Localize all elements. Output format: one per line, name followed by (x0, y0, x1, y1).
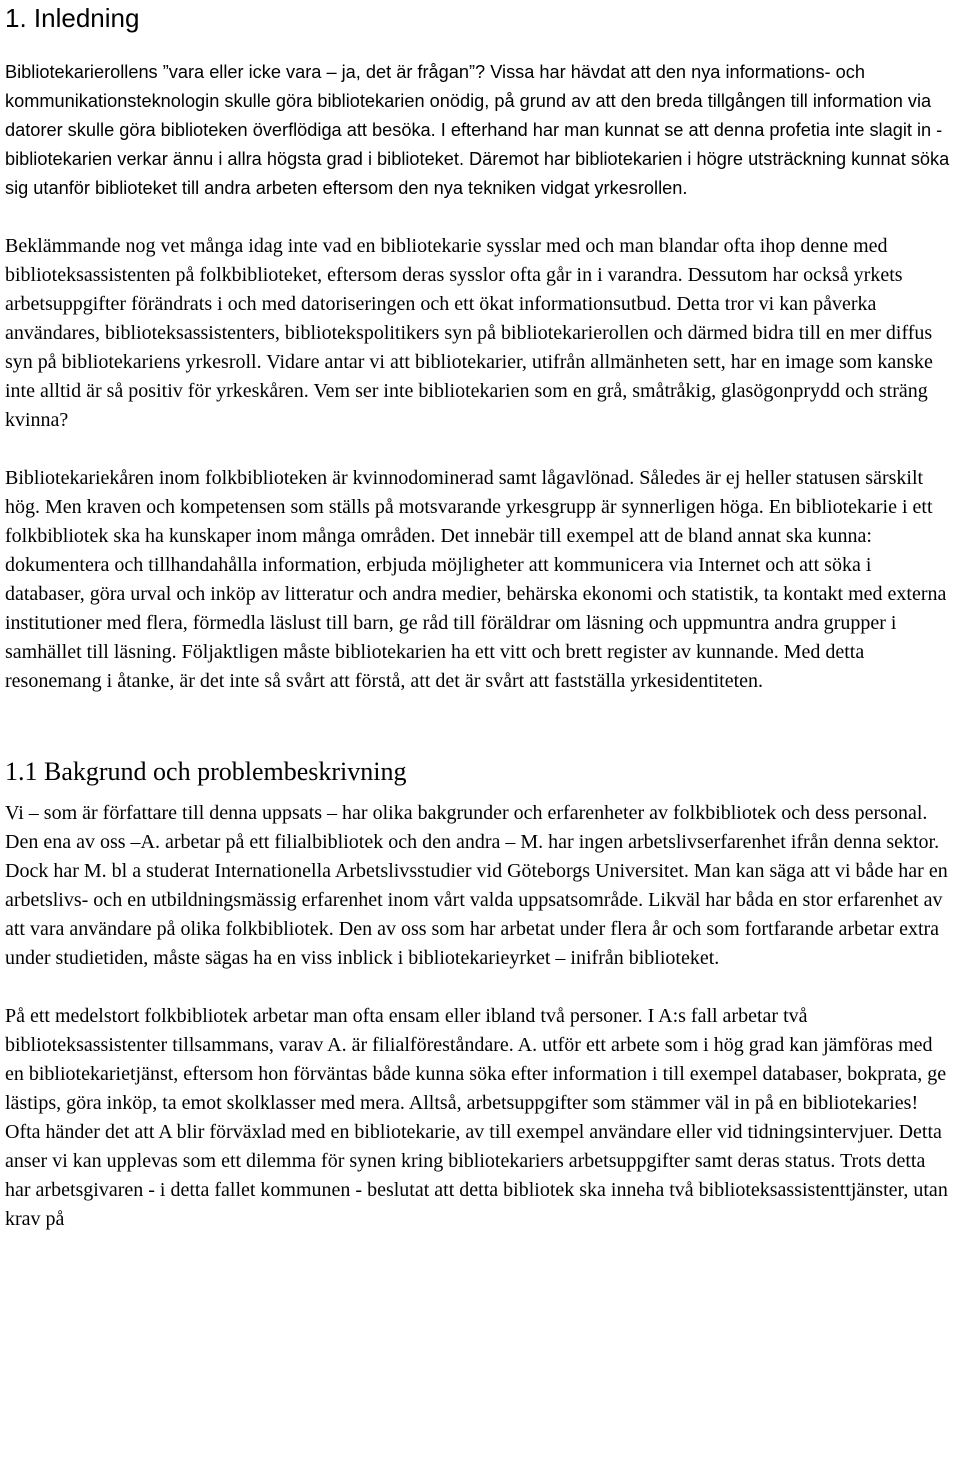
document-page (5, 0, 955, 1234)
paragraph-confusion: Beklämmande nog vet många idag inte vad en bibliotekarie sysslar med och man blandar ofta ihop denne med biblioteksassistenten på folkbiblioteket, eftersom deras sysslor ofta går in i varandra. Dessutom har också yrkets arbetsuppgifter förändrats i och med datoriseringen och ett ökat informationsutbud. Detta tror vi kan påverka användares, biblioteksassistenters, bibliotekspolitikers syn på bibliotekarierollen och därmed bidra till en mer diffus syn på bibliotekariens yrkesroll. Vidare antar vi att bibliotekarier, utifrån allmänheten sett, har en image som kanske inte alltid är så positiv för yrkeskåren. Vem ser inte bibliotekarien som en grå, småtråkig, glasögonprydd och sträng kvinna? (5, 235, 933, 431)
section-heading-inledning: 1. Inledning (5, 3, 140, 33)
section-heading-bakgrund: 1.1 Bakgrund och problembeskrivning (5, 757, 407, 786)
paragraph-requirements: Bibliotekariekåren inom folkbiblioteken är kvinnodominerad samt lågavlönad. Således är ej heller statusen särskilt hög. Men kraven och kompetensen som ställs på motsvarande yrkesgrupp är synnerligen höga. En bibliotekarie i ett folkbibliotek ska ha kunskaper inom många områden. Det innebär till exempel att de bland annat ska kunna: dokumentera och tillhandahålla information, erbjuda möjligheter att kommunicera via Internet och att söka i databaser, göra urval och inköp av litteratur och andra medier, behärska ekonomi och statistik, ta kontakt med externa institutioner med flera, förmedla läslust till barn, ge råd till föräldrar om läsning och uppmuntra andra grupper i samhället till läsning. Följaktligen måste bibliotekarien ha ett vitt och brett register av kunnande. Med detta resonemang i åtanke, är det inte så svårt att förstå, att det är svårt att fastställa yrkesidentiteten. (5, 467, 947, 692)
paragraph-branch-library: På ett medelstort folkbibliotek arbetar man ofta ensam eller ibland två personer. I A:s fall arbetar två biblioteksassistenter tillsammans, varav A. är filialföreståndare. A. utför ett arbete som i hög grad kan jämföras med en bibliotekarietjänst, eftersom hon förväntas både kunna söka efter information i till exempel databaser, bokprata, ge lästips, göra inköp, ta emot skolklasser med mera. Alltså, arbetsuppgifter som stämmer väl in på en bibliotekaries! Ofta händer det att A blir förväxlad med en bibliotekarie, av till exempel användare eller vid tidningsintervjuer. Detta anser vi kan upplevas som ett dilemma för synen kring bibliotekariers arbetsuppgifter samt deras status. Trots detta har arbetsgivaren - i detta fallet kommunen - beslutat att detta bibliotek ska inneha två biblioteksassistenttjänster, utan krav på (5, 1005, 948, 1230)
paragraph-authors: Vi – som är författare till denna uppsats – har olika bakgrunder och erfarenheter av folkbibliotek och dess personal. Den ena av oss –A. arbetar på ett filialbibliotek och den andra – M. har ingen arbetslivserfarenhet ifrån denna sektor. Dock har M. bl a studerat Internationella Arbetslivsstudier vid Göteborgs Universitet. Man kan säga att vi både har en arbetslivs- och en utbildningsmässig erfarenhet inom vårt valda uppsatsområde. Likväl har båda en stor erfarenhet av att vara användare på olika folkbibliotek. Den av oss som har arbetat under flera år och som fortfarande arbetar extra under studietiden, måste sägas ha en viss inblick i bibliotekarieyrket – inifrån biblioteket. (5, 802, 948, 969)
paragraph-intro: Bibliotekarierollens ”vara eller icke vara – ja, det är frågan”? Vissa har hävdat att den nya informations- och kommunikationsteknologin skulle göra bibliotekarien onödig, på grund av att den breda tillgången till information via datorer skulle göra biblioteken överflödiga att besöka. I efterhand har man kunnat se att denna profetia inte slagit in - bibliotekarien verkar ännu i allra högsta grad i biblioteket. Däremot har bibliotekarien i högre utsträckning kunnat söka sig utanför biblioteket till andra arbeten eftersom den nya tekniken vidgat yrkesrollen. (5, 62, 950, 198)
